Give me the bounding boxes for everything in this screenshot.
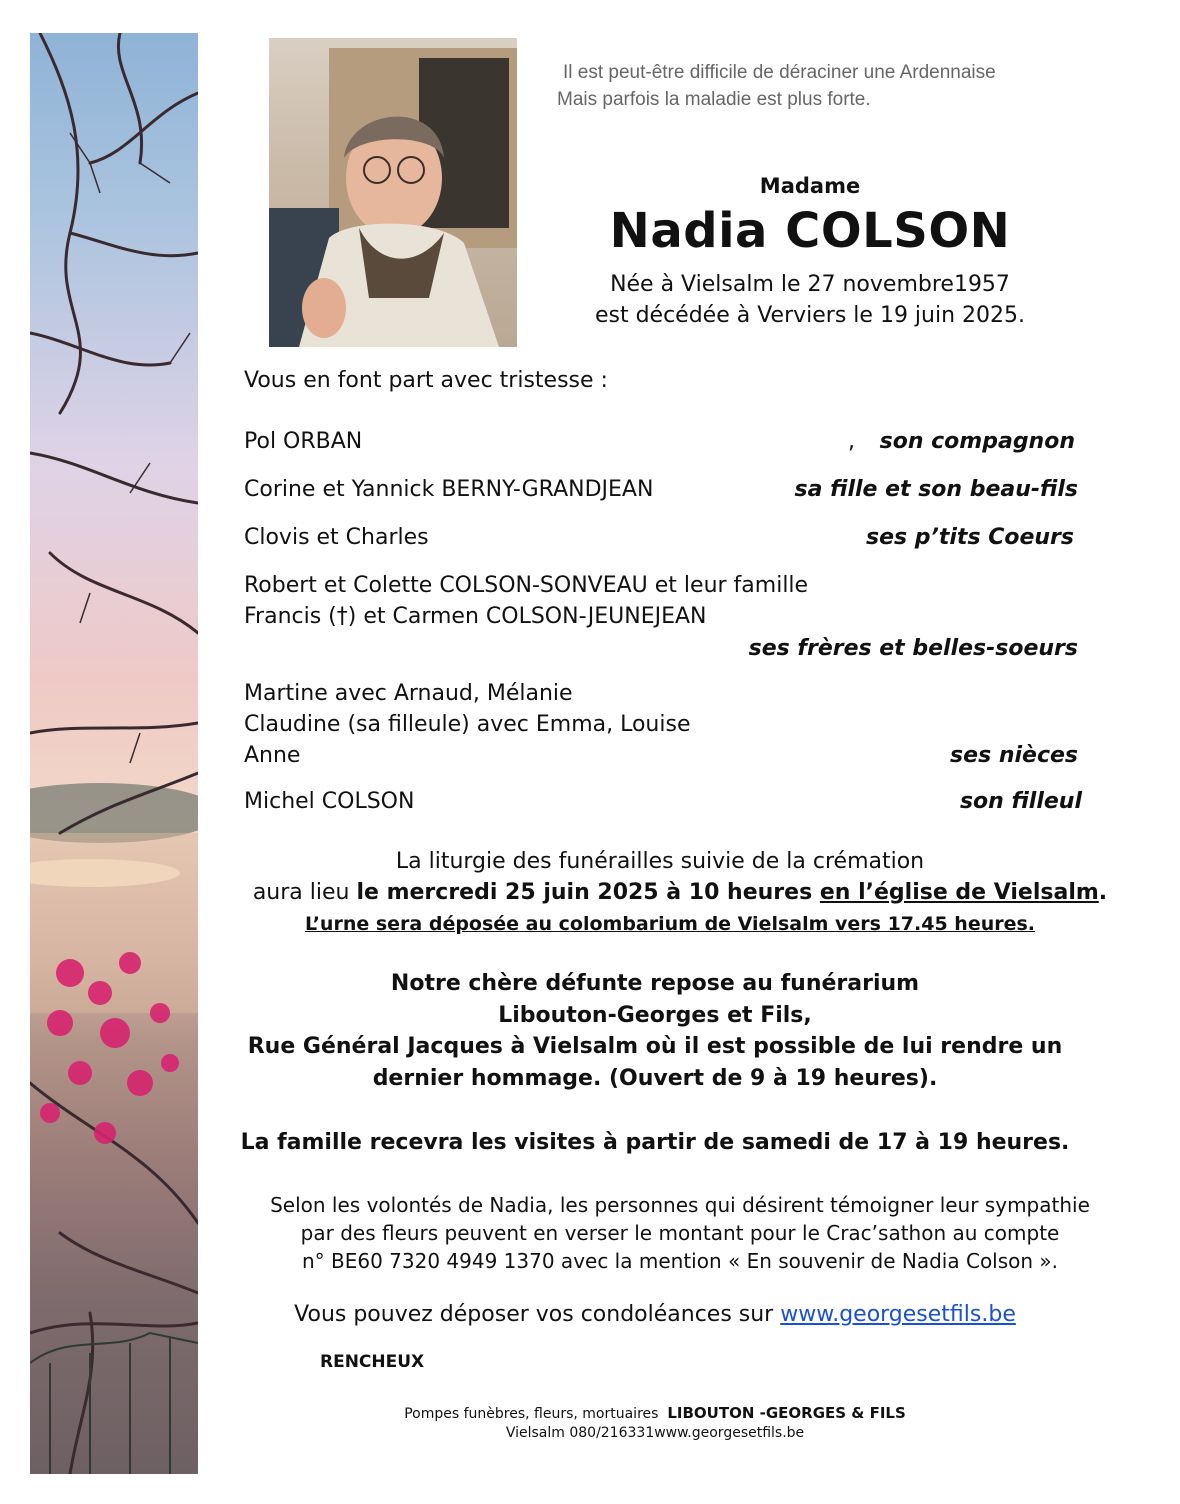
liturgy-dot: .: [1098, 880, 1108, 905]
relation-nieces: ses nièces: [950, 743, 1078, 768]
decorative-landscape-strip: [30, 33, 198, 1474]
deceased-name: Nadia COLSON: [609, 203, 1011, 259]
footer-company: LIBOUTON -GEORGES & FILS: [667, 1404, 906, 1422]
visits-notice: La famille recevra les visites à partir de samedi de 17 à 19 heures.: [240, 1130, 1070, 1155]
intro-text: Vous en font part avec tristesse :: [244, 368, 608, 393]
footer-services: Pompes funèbres, fleurs, mortuaires: [404, 1406, 659, 1422]
relation-siblings: ses frères et belles-soeurs: [748, 636, 1078, 661]
donation-line-2: par des fleurs peuvent en verser le montant pour le Crac’sathon au compte: [300, 1221, 1060, 1245]
condolences-link[interactable]: www.georgesetfils.be: [780, 1302, 1016, 1327]
repose-line-2: Libouton-Georges et Fils,: [498, 1003, 812, 1028]
family-pol: Pol ORBAN: [244, 429, 363, 454]
liturgy-date: le mercredi 25 juin 2025 à 10 heures: [356, 880, 813, 905]
donation-line-3: n° BE60 7320 4949 1370 avec la mention « En souvenir de Nadia Colson ».: [301, 1249, 1059, 1273]
title-madame: Madame: [759, 174, 861, 198]
liturgy-line-2: [230, 880, 1130, 905]
liturgy-pre: aura lieu: [252, 880, 357, 905]
condolences-text: Vous pouvez déposer vos condoléances sur: [294, 1302, 781, 1327]
urn-notice: L’urne sera déposée au colombarium de Vielsalm vers 17.45 heures.: [304, 913, 1036, 935]
poem-line-1: Il est peut-être difficile de déraciner une Ardennaise: [563, 62, 996, 83]
liturgy-line-1: La liturgie des funérailles suivie de la crémation: [395, 849, 925, 874]
family-francis: Francis (†) et Carmen COLSON-JEUNEJEAN: [244, 604, 707, 629]
branches-illustration: [30, 33, 198, 1474]
poem-line-2: Mais parfois la maladie est plus forte.: [557, 89, 871, 110]
family-robert: Robert et Colette COLSON-SONVEAU et leur famille: [244, 573, 809, 598]
relation-godson: son filleul: [959, 789, 1082, 814]
portrait-photo: [269, 38, 517, 347]
place-name: RENCHEUX: [320, 1352, 425, 1372]
condolences-line: [230, 1302, 1080, 1327]
repose-line-1: Notre chère défunte repose au funérarium: [390, 971, 920, 996]
footer-line-1: [330, 1404, 980, 1422]
family-martine: Martine avec Arnaud, Mélanie: [244, 681, 573, 706]
relation-companion: son compagnon: [879, 429, 1075, 454]
family-pol-comma: ,: [848, 429, 855, 454]
repose-line-3: Rue Général Jacques à Vielsalm où il est possible de lui rendre un: [247, 1034, 1063, 1059]
liturgy-place: en l’église de Vielsalm: [819, 880, 1099, 905]
family-claudine: Claudine (sa filleule) avec Emma, Louise: [244, 712, 691, 737]
family-corine: Corine et Yannick BERNY-GRANDJEAN: [244, 477, 654, 502]
footer-line-2: Vielsalm 080/216331www.georgesetfils.be: [505, 1425, 805, 1441]
death-line: est décédée à Verviers le 19 juin 2025.: [594, 303, 1026, 328]
liturgy-space: [812, 880, 820, 905]
family-michel: Michel COLSON: [244, 789, 415, 814]
relation-grandchildren: ses p’tits Coeurs: [866, 525, 1074, 550]
birth-line: Née à Vielsalm le 27 novembre1957: [610, 272, 1010, 297]
relation-daughter: sa fille et son beau-fils: [794, 477, 1078, 502]
portrait-illustration: [269, 38, 517, 347]
repose-line-4: dernier hommage. (Ouvert de 9 à 19 heures).: [372, 1066, 938, 1091]
family-anne: Anne: [244, 743, 301, 768]
donation-line-1: Selon les volontés de Nadia, les personnes qui désirent témoigner leur sympathie: [270, 1193, 1090, 1217]
family-clovis: Clovis et Charles: [244, 525, 429, 550]
